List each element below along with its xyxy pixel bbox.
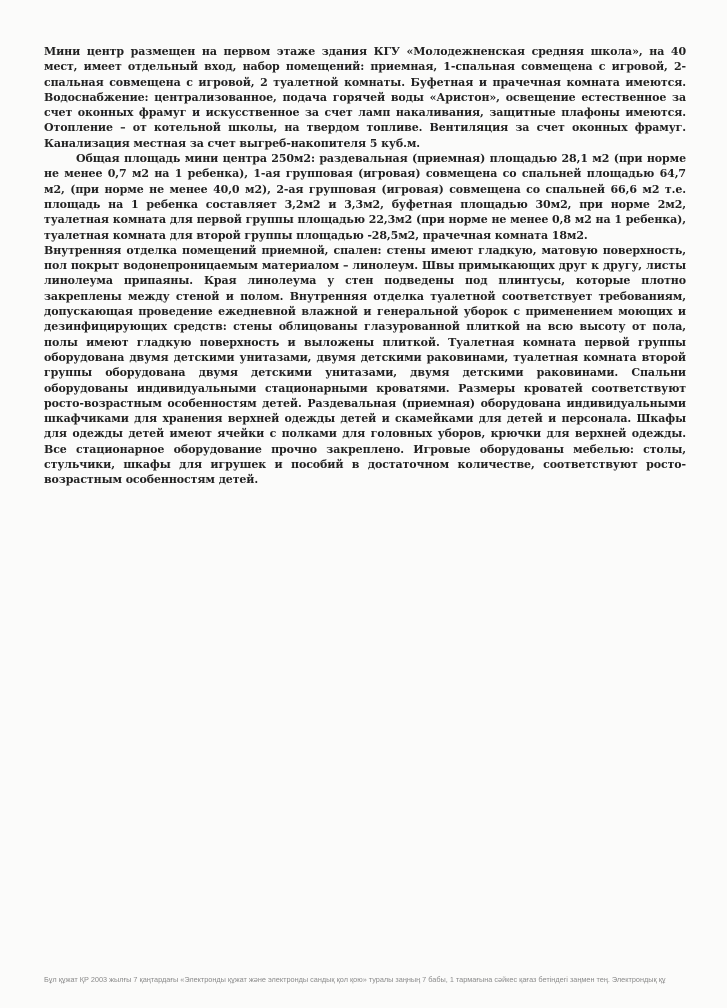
legal-footer-note: Бұл құжат ҚР 2003 жылғы 7 қаңтардағы «Электронды құжат және электронды сандық қол қою» туралы заңның 7 бабы, 1 тармағына сәйкес қағаз бетіндегі заңмен тең. Электрондық құ bbox=[44, 975, 666, 984]
paragraph-interior-finishing: Внутренняя отделка помещений приемной, спален: стены имеют гладкую, матовую поверхность, пол покрыт водонепроницаемым материалом – линолеум. Швы примыкающих друг к другу, листы линолеума припаяны. Края линолеума у стен подведены под плинтусы, которые плотно закреплены между стеной и полом. Внутренняя отделка туалетной соответствует требованиям, допускающая проведение ежедневной влажной и генеральной уборок с применением моющих и дезинфицирующих средств: стены облицованы глазурованной плиткой на всю высоту от пола, полы имеют гладкую поверхность и выложены плиткой. Туалетная комната первой группы оборудована двумя детскими унитазами, двумя детскими раковинами, туалетная комната второй группы оборудована двумя детскими унитазами, двумя детскими раковинами. Спальни оборудованы индивидуальными стационарными кроватями. Размеры кроватей соответствуют росто-возрастным особенностям детей. Раздевальная (приемная) оборудована индивидуальными шкафчиками для хранения верхней одежды детей и скамейками для детей и персонала. Шкафы для одежды детей имеют ячейки с полками для головных уборов, крючки для верхней одежды. Все стационарное оборудование прочно закреплено. Игровые оборудованы мебелью: столы, стульчики, шкафы для игрушек и пособий в достаточном количестве, соответствуют росто-возрастным особенностям детей. bbox=[44, 243, 686, 487]
document-body bbox=[44, 44, 686, 488]
paragraph-area-summary: Общая площадь мини центра 250м2: раздевальная (приемная) площадью 28,1 м2 (при норме не менее 0,7 м2 на 1 ребенка), 1-ая групповая (игровая) совмещена со спальней площадью 64,7 м2, (при норме не менее 40,0 м2), 2-ая групповая (игровая) совмещена со спальней 66,6 м2 т.е. площадь на 1 ребенка составляет 3,2м2 и 3,3м2, буфетная площадью 30м2, при норме 2м2, туалетная комната для первой группы площадью 22,3м2 (при норме не менее 0,8 м2 на 1 ребенка), туалетная комната для второй группы площадью -28,5м2, прачечная комната 18м2. bbox=[44, 152, 686, 242]
paragraph-facility-description: Мини центр размещен на первом этаже здания КГУ «Молодежненская средняя школа», на 40 мест, имеет отдельный вход, набор помещений: приемная, 1-спальная совмещена с игровой, 2-спальная совмещена с игровой, 2 туалетной комнаты. Буфетная и прачечная комната имеются. Водоснабжение: централизованное, подача горячей воды «Аристон», освещение естественное за счет оконных фрамуг и искусственное за счет ламп накаливания, защитные плафоны имеются. Отопление – от котельной школы, на твердом топливе. Вентиляция за счет оконных фрамуг. Канализация местная за счет выгреб-накопителя 5 куб.м. bbox=[44, 45, 686, 150]
